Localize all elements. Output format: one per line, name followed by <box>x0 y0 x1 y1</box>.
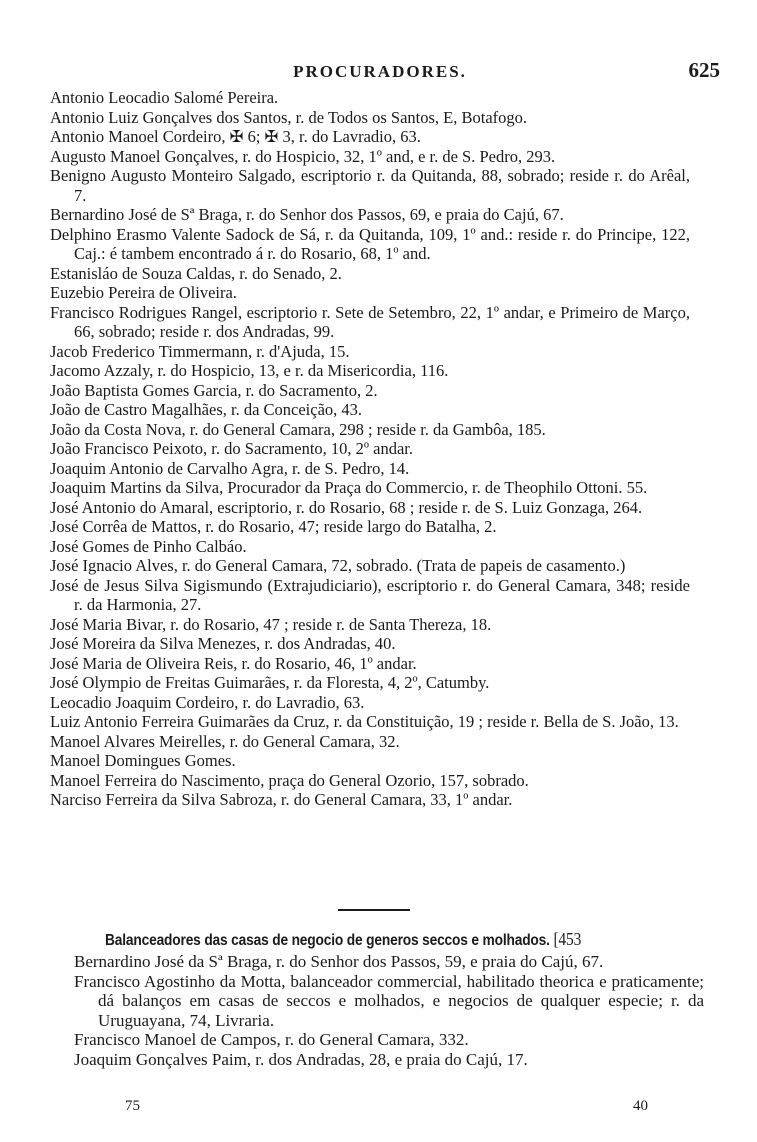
list-item: Manoel Alvares Meirelles, r. do General Camara, 32. <box>50 731 400 751</box>
section-heading <box>105 929 581 950</box>
list-item: Bernardino José de Sª Braga, r. do Senhor dos Passos, 69, e praia do Cajú, 67. <box>50 205 564 224</box>
list-item: José Corrêa de Mattos, r. do Rosario, 47; reside largo do Batalha, 2. <box>50 517 497 536</box>
procuradores-list <box>50 88 690 810</box>
list-item: José Antonio do Amaral, escriptorio, r. do Rosario, 68 ; reside r. de S. Luiz Gonzaga, 264. <box>50 497 643 517</box>
list-item: Joaquim Martins da Silva, Procurador da Praça do Commercio, r. de Theophilo Ottoni. 55. <box>50 478 648 497</box>
list-item: Augusto Manoel Gonçalves, r. do Hospicio, 32, 1º and, e r. de S. Pedro, 293. <box>50 146 556 166</box>
list-item: Euzebio Pereira de Oliveira. <box>50 283 237 302</box>
list-item: João Francisco Peixoto, r. do Sacramento, 10, 2º andar. <box>50 439 413 458</box>
list-item: José Ignacio Alves, r. do General Camara, 72, sobrado. (Trata de papeis de casamento.) <box>50 556 626 575</box>
list-item: Manoel Domingues Gomes. <box>50 751 236 770</box>
list-item: Jacob Frederico Timmermann, r. d'Ajuda, 15. <box>50 341 350 361</box>
section-divider <box>338 909 410 911</box>
list-item: Jacomo Azzaly, r. do Hospicio, 13, e r. da Misericordia, 116. <box>50 361 449 380</box>
list-item: José Gomes de Pinho Calbáo. <box>50 536 247 556</box>
list-item: Manoel Ferreira do Nascimento, praça do General Ozorio, 157, sobrado. <box>50 770 529 790</box>
list-item: João da Costa Nova, r. do General Camara, 298 ; reside r. da Gambôa, 185. <box>50 419 546 439</box>
section-heading-text: Balanceadores das casas de negocio de generos seccos e molhados. <box>105 932 550 949</box>
list-item: Francisco Agostinho da Motta, balanceador commercial, habilitado theorica e praticamente; dá balanços em casas de seccos e molhados, e negocios de qualquer especie; r. da Uruguayana, 74, Livraria. <box>74 971 704 1030</box>
list-item: José Moreira da Silva Menezes, r. dos Andradas, 40. <box>50 634 396 653</box>
page-header <box>40 58 720 84</box>
list-item: Benigno Augusto Monteiro Salgado, escriptorio r. da Quitanda, 88, sobrado; reside r. do Arêal, 7. <box>50 166 690 205</box>
page-number: 625 <box>688 58 720 82</box>
list-item: José Maria Bivar, r. do Rosario, 47 ; reside r. de Santa Thereza, 18. <box>50 614 492 634</box>
list-item: Francisco Manoel de Campos, r. do General Camara, 332. <box>74 1030 469 1049</box>
list-item: Antonio Luiz Gonçalves dos Santos, r. de Todos os Santos, E, Botafogo. <box>50 107 528 127</box>
list-item: José Maria de Oliveira Reis, r. do Rosario, 46, 1º andar. <box>50 653 417 673</box>
balanceadores-list <box>74 952 704 1069</box>
list-item: Delphino Erasmo Valente Sadock de Sá, r. da Quitanda, 109, 1º and.: reside r. do Principe, 122, Caj.: é tambem encontrado á r. do Rosario, 68, 1º and. <box>50 224 690 263</box>
list-item: Leocadio Joaquim Cordeiro, r. do Lavradio, 63. <box>50 692 365 712</box>
page-footer <box>0 1098 757 1118</box>
page-title: PROCURADORES. <box>293 62 467 81</box>
list-item: Luiz Antonio Ferreira Guimarães da Cruz, r. da Constituição, 19 ; reside r. Bella de S. João, 13. <box>50 712 679 731</box>
signature-mark-left: 75 <box>125 1098 140 1114</box>
list-item: Narciso Ferreira da Silva Sabroza, r. do General Camara, 33, 1º andar. <box>50 790 513 809</box>
section-reference: [453 <box>553 929 582 949</box>
list-item: José Olympio de Freitas Guimarães, r. da Floresta, 4, 2º, Catumby. <box>50 673 490 692</box>
list-item: Bernardino José da Sª Braga, r. do Senhor dos Passos, 59, e praia do Cajú, 67. <box>74 952 604 971</box>
list-item: Estanisláo de Souza Caldas, r. do Senado, 2. <box>50 263 342 283</box>
list-item: Francisco Rodrigues Rangel, escriptorio r. Sete de Setembro, 22, 1º andar, e Primeiro de Março, 66, sobrado; reside r. dos Andradas, 99. <box>50 302 690 341</box>
list-item: Joaquim Antonio de Carvalho Agra, r. de S. Pedro, 14. <box>50 458 410 478</box>
list-item: Joaquim Gonçalves Paim, r. dos Andradas, 28, e praia do Cajú, 17. <box>74 1049 528 1069</box>
list-item: José de Jesus Silva Sigismundo (Extrajudiciario), escriptorio r. do General Camara, 348; reside r. da Harmonia, 27. <box>50 575 690 614</box>
list-item: Antonio Manoel Cordeiro, ✠ 6; ✠ 3, r. do Lavradio, 63. <box>50 127 421 146</box>
list-item: João de Castro Magalhães, r. da Conceição, 43. <box>50 400 363 419</box>
list-item: João Baptista Gomes Garcia, r. do Sacramento, 2. <box>50 380 378 400</box>
list-item: Antonio Leocadio Salomé Pereira. <box>50 88 279 107</box>
signature-mark-right: 40 <box>633 1098 648 1114</box>
